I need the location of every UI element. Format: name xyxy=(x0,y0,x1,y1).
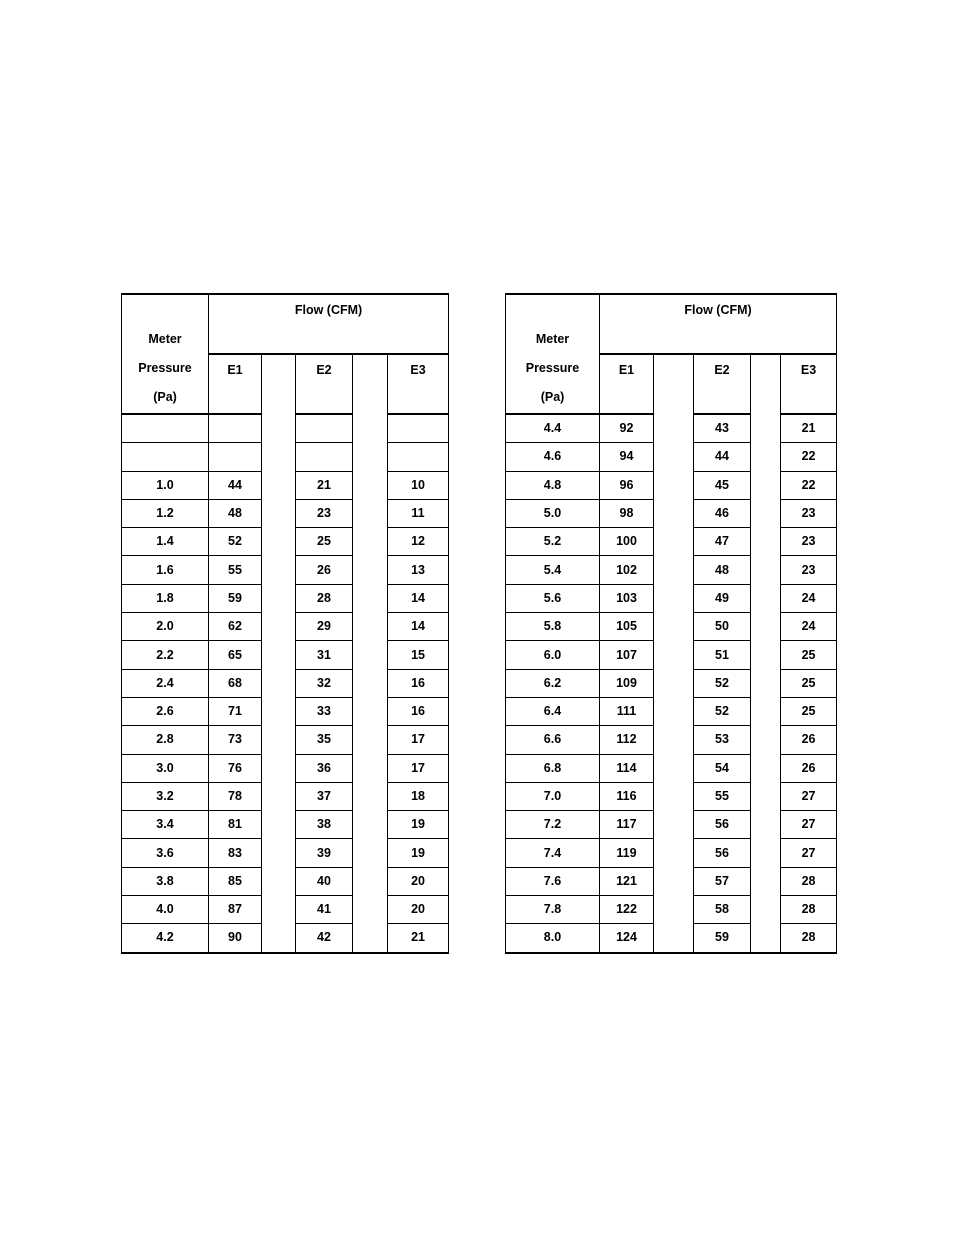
e1-flow-cell: 116 xyxy=(600,782,654,810)
e1-flow-cell: 112 xyxy=(600,726,654,754)
e2-flow-cell: 21 xyxy=(296,471,353,499)
column-header-e1: E1 xyxy=(600,354,654,414)
e1-flow-cell: 55 xyxy=(209,556,262,584)
table-row xyxy=(506,669,837,697)
table-body xyxy=(506,294,837,953)
e1-flow-cell: 44 xyxy=(209,471,262,499)
column-gap xyxy=(654,443,694,471)
e3-flow-cell: 23 xyxy=(781,499,837,527)
table-row xyxy=(506,499,837,527)
e2-flow-cell: 59 xyxy=(694,924,751,953)
e1-flow-cell: 100 xyxy=(600,528,654,556)
meter-pressure-cell xyxy=(122,443,209,471)
column-gap xyxy=(654,697,694,725)
meter-pressure-cell: 2.2 xyxy=(122,641,209,669)
e3-flow-cell: 16 xyxy=(388,669,449,697)
meter-pressure-cell: 4.8 xyxy=(506,471,600,499)
column-gap xyxy=(751,839,781,867)
e2-flow-cell: 35 xyxy=(296,726,353,754)
table-row xyxy=(122,443,449,471)
meter-pressure-cell: 1.0 xyxy=(122,471,209,499)
meter-pressure-cell: 4.4 xyxy=(506,414,600,443)
meter-header-line: Meter xyxy=(148,332,182,346)
e3-flow-cell: 19 xyxy=(388,839,449,867)
meter-pressure-cell: 7.6 xyxy=(506,867,600,895)
e1-flow-cell: 87 xyxy=(209,896,262,924)
column-gap xyxy=(654,499,694,527)
e1-flow-cell: 94 xyxy=(600,443,654,471)
e1-flow-cell: 90 xyxy=(209,924,262,953)
column-gap xyxy=(751,641,781,669)
e2-flow-cell: 50 xyxy=(694,613,751,641)
e1-flow-cell: 48 xyxy=(209,499,262,527)
column-gap xyxy=(353,924,388,953)
column-gap xyxy=(262,354,296,414)
e1-flow-cell: 103 xyxy=(600,584,654,612)
e1-flow-cell: 121 xyxy=(600,867,654,895)
column-gap xyxy=(654,528,694,556)
table-row xyxy=(506,811,837,839)
e3-flow-cell: 16 xyxy=(388,697,449,725)
column-gap xyxy=(751,471,781,499)
e1-flow-cell: 109 xyxy=(600,669,654,697)
table-row xyxy=(122,414,449,443)
column-gap xyxy=(262,782,296,810)
meter-pressure-cell: 6.0 xyxy=(506,641,600,669)
column-gap xyxy=(262,896,296,924)
e2-flow-cell: 56 xyxy=(694,839,751,867)
e3-flow-cell: 10 xyxy=(388,471,449,499)
table-body xyxy=(122,294,449,953)
table-row xyxy=(122,697,449,725)
meter-header-line: (Pa) xyxy=(153,390,177,404)
meter-pressure-cell: 2.4 xyxy=(122,669,209,697)
table-row xyxy=(506,867,837,895)
meter-pressure-cell: 7.8 xyxy=(506,896,600,924)
e2-flow-cell: 56 xyxy=(694,811,751,839)
meter-pressure-cell: 3.8 xyxy=(122,867,209,895)
e3-flow-cell: 27 xyxy=(781,782,837,810)
e2-flow-cell: 33 xyxy=(296,697,353,725)
e2-flow-cell: 38 xyxy=(296,811,353,839)
meter-pressure-cell: 4.0 xyxy=(122,896,209,924)
e3-flow-cell: 25 xyxy=(781,641,837,669)
e3-flow-cell: 22 xyxy=(781,471,837,499)
meter-header-line: Pressure xyxy=(525,361,580,375)
e3-flow-cell: 11 xyxy=(388,499,449,527)
e3-flow-cell: 14 xyxy=(388,613,449,641)
table-row xyxy=(122,726,449,754)
column-gap xyxy=(751,556,781,584)
column-gap xyxy=(751,754,781,782)
column-gap xyxy=(262,669,296,697)
e2-flow-cell: 42 xyxy=(296,924,353,953)
column-gap xyxy=(751,782,781,810)
column-gap xyxy=(262,613,296,641)
e3-flow-cell: 24 xyxy=(781,613,837,641)
e2-flow-cell: 26 xyxy=(296,556,353,584)
flow-table-left xyxy=(121,293,449,954)
meter-pressure-cell: 6.4 xyxy=(506,697,600,725)
meter-header-line: Meter xyxy=(535,332,570,346)
column-gap xyxy=(654,414,694,443)
table-row xyxy=(122,499,449,527)
e1-flow-cell: 122 xyxy=(600,896,654,924)
e2-flow-cell: 23 xyxy=(296,499,353,527)
e1-flow-cell: 117 xyxy=(600,811,654,839)
column-header-e1: E1 xyxy=(209,354,262,414)
e3-flow-cell: 20 xyxy=(388,896,449,924)
e3-flow-cell: 25 xyxy=(781,697,837,725)
column-gap xyxy=(751,354,781,414)
e3-flow-cell: 21 xyxy=(388,924,449,953)
e1-flow-cell: 62 xyxy=(209,613,262,641)
e2-flow-cell: 39 xyxy=(296,839,353,867)
e3-flow-cell: 25 xyxy=(781,669,837,697)
column-header-e3: E3 xyxy=(781,354,837,414)
meter-pressure-cell: 4.6 xyxy=(506,443,600,471)
meter-pressure-cell: 5.0 xyxy=(506,499,600,527)
e3-flow-cell: 28 xyxy=(781,924,837,953)
table-row xyxy=(506,528,837,556)
e3-flow-cell: 17 xyxy=(388,726,449,754)
e2-flow-cell: 53 xyxy=(694,726,751,754)
column-gap xyxy=(262,499,296,527)
table-row xyxy=(122,754,449,782)
e2-flow-cell xyxy=(296,443,353,471)
column-gap xyxy=(262,556,296,584)
meter-pressure-cell: 7.4 xyxy=(506,839,600,867)
table-row xyxy=(506,613,837,641)
flow-cfm-header: Flow (CFM) xyxy=(209,294,449,354)
meter-pressure-cell: 1.4 xyxy=(122,528,209,556)
meter-pressure-cell: 1.6 xyxy=(122,556,209,584)
column-gap xyxy=(654,811,694,839)
column-gap xyxy=(262,697,296,725)
e3-flow-cell: 21 xyxy=(781,414,837,443)
flow-table-right xyxy=(505,293,837,954)
column-gap xyxy=(353,754,388,782)
e2-flow-cell: 47 xyxy=(694,528,751,556)
column-gap xyxy=(262,924,296,953)
e2-flow-cell: 29 xyxy=(296,613,353,641)
e2-flow-cell: 31 xyxy=(296,641,353,669)
e3-flow-cell: 24 xyxy=(781,584,837,612)
e1-flow-cell: 114 xyxy=(600,754,654,782)
column-gap xyxy=(751,867,781,895)
column-gap xyxy=(353,641,388,669)
table-row xyxy=(122,584,449,612)
e3-flow-cell: 14 xyxy=(388,584,449,612)
column-gap xyxy=(654,584,694,612)
e2-flow-cell: 32 xyxy=(296,669,353,697)
e3-flow-cell: 28 xyxy=(781,896,837,924)
e2-flow-cell xyxy=(296,414,353,443)
e3-flow-cell: 23 xyxy=(781,556,837,584)
e1-flow-cell: 59 xyxy=(209,584,262,612)
e1-flow-cell: 81 xyxy=(209,811,262,839)
meter-pressure-cell: 1.2 xyxy=(122,499,209,527)
e2-flow-cell: 40 xyxy=(296,867,353,895)
meter-pressure-cell: 6.8 xyxy=(506,754,600,782)
e1-flow-cell: 73 xyxy=(209,726,262,754)
column-gap xyxy=(751,924,781,953)
e3-flow-cell: 26 xyxy=(781,754,837,782)
e1-flow-cell: 68 xyxy=(209,669,262,697)
table-row xyxy=(506,839,837,867)
column-gap xyxy=(353,726,388,754)
e1-flow-cell: 119 xyxy=(600,839,654,867)
column-header-e2: E2 xyxy=(296,354,353,414)
table-row xyxy=(506,471,837,499)
table-row xyxy=(122,613,449,641)
table-row xyxy=(506,697,837,725)
e1-flow-cell: 65 xyxy=(209,641,262,669)
e3-flow-cell: 27 xyxy=(781,839,837,867)
e3-flow-cell xyxy=(388,443,449,471)
meter-pressure-cell: 2.8 xyxy=(122,726,209,754)
column-gap xyxy=(353,354,388,414)
e1-flow-cell: 78 xyxy=(209,782,262,810)
e2-flow-cell: 58 xyxy=(694,896,751,924)
table-row xyxy=(506,556,837,584)
column-gap xyxy=(262,867,296,895)
table-row xyxy=(122,867,449,895)
column-gap xyxy=(262,471,296,499)
column-gap xyxy=(751,443,781,471)
e3-flow-cell: 13 xyxy=(388,556,449,584)
e3-flow-cell: 18 xyxy=(388,782,449,810)
meter-pressure-cell: 1.8 xyxy=(122,584,209,612)
table-row xyxy=(506,782,837,810)
column-gap xyxy=(654,924,694,953)
column-gap xyxy=(353,556,388,584)
meter-pressure-cell: 6.2 xyxy=(506,669,600,697)
e1-flow-cell: 76 xyxy=(209,754,262,782)
column-gap xyxy=(353,499,388,527)
column-gap xyxy=(262,811,296,839)
column-gap xyxy=(654,669,694,697)
meter-pressure-cell: 4.2 xyxy=(122,924,209,953)
column-gap xyxy=(751,528,781,556)
e3-flow-cell: 15 xyxy=(388,641,449,669)
table-row xyxy=(122,782,449,810)
column-gap xyxy=(353,669,388,697)
flow-cfm-header: Flow (CFM) xyxy=(600,294,837,354)
column-gap xyxy=(654,641,694,669)
e1-flow-cell: 96 xyxy=(600,471,654,499)
meter-pressure-cell xyxy=(122,414,209,443)
column-gap xyxy=(654,726,694,754)
column-gap xyxy=(654,896,694,924)
e2-flow-cell: 37 xyxy=(296,782,353,810)
column-header-e3: E3 xyxy=(388,354,449,414)
column-gap xyxy=(654,754,694,782)
column-gap xyxy=(751,896,781,924)
e3-flow-cell: 12 xyxy=(388,528,449,556)
column-gap xyxy=(751,584,781,612)
column-gap xyxy=(751,697,781,725)
column-gap xyxy=(751,499,781,527)
table-row xyxy=(122,556,449,584)
column-gap xyxy=(751,669,781,697)
meter-pressure-cell: 6.6 xyxy=(506,726,600,754)
column-gap xyxy=(262,754,296,782)
column-gap xyxy=(262,528,296,556)
e1-flow-cell: 98 xyxy=(600,499,654,527)
table-row xyxy=(122,811,449,839)
column-gap xyxy=(262,641,296,669)
column-gap xyxy=(353,896,388,924)
column-gap xyxy=(751,414,781,443)
e2-flow-cell: 52 xyxy=(694,669,751,697)
e1-flow-cell: 102 xyxy=(600,556,654,584)
e3-flow-cell: 17 xyxy=(388,754,449,782)
meter-pressure-cell: 2.6 xyxy=(122,697,209,725)
meter-pressure-cell: 3.0 xyxy=(122,754,209,782)
e2-flow-cell: 36 xyxy=(296,754,353,782)
meter-pressure-header xyxy=(506,294,600,414)
e3-flow-cell: 26 xyxy=(781,726,837,754)
meter-pressure-cell: 3.4 xyxy=(122,811,209,839)
column-gap xyxy=(751,811,781,839)
e3-flow-cell: 22 xyxy=(781,443,837,471)
e2-flow-cell: 54 xyxy=(694,754,751,782)
table-row xyxy=(122,641,449,669)
table-row xyxy=(506,414,837,443)
column-gap xyxy=(353,584,388,612)
table-row xyxy=(122,471,449,499)
column-gap xyxy=(353,528,388,556)
meter-pressure-cell: 7.0 xyxy=(506,782,600,810)
table-row xyxy=(506,443,837,471)
column-gap xyxy=(353,782,388,810)
e2-flow-cell: 55 xyxy=(694,782,751,810)
column-gap xyxy=(262,443,296,471)
meter-pressure-cell: 5.4 xyxy=(506,556,600,584)
e2-flow-cell: 46 xyxy=(694,499,751,527)
table-row xyxy=(122,528,449,556)
column-gap xyxy=(654,556,694,584)
table-row xyxy=(506,896,837,924)
e2-flow-cell: 43 xyxy=(694,414,751,443)
e2-flow-cell: 48 xyxy=(694,556,751,584)
column-gap xyxy=(353,414,388,443)
e1-flow-cell xyxy=(209,414,262,443)
column-gap xyxy=(654,782,694,810)
table-row xyxy=(506,641,837,669)
table-row xyxy=(122,839,449,867)
e1-flow-cell: 111 xyxy=(600,697,654,725)
meter-pressure-cell: 7.2 xyxy=(506,811,600,839)
meter-header-line: (Pa) xyxy=(540,390,565,404)
table-row xyxy=(122,669,449,697)
meter-pressure-header xyxy=(122,294,209,414)
table-row xyxy=(122,924,449,953)
e1-flow-cell: 52 xyxy=(209,528,262,556)
meter-pressure-cell: 8.0 xyxy=(506,924,600,953)
e1-flow-cell: 85 xyxy=(209,867,262,895)
e2-flow-cell: 45 xyxy=(694,471,751,499)
e3-flow-cell xyxy=(388,414,449,443)
e1-flow-cell: 71 xyxy=(209,697,262,725)
e2-flow-cell: 28 xyxy=(296,584,353,612)
meter-pressure-cell: 5.8 xyxy=(506,613,600,641)
table-row xyxy=(506,584,837,612)
meter-header-line: Pressure xyxy=(138,361,192,375)
meter-pressure-cell: 3.6 xyxy=(122,839,209,867)
e2-flow-cell: 44 xyxy=(694,443,751,471)
table-row xyxy=(122,896,449,924)
e1-flow-cell: 92 xyxy=(600,414,654,443)
column-gap xyxy=(353,471,388,499)
e2-flow-cell: 57 xyxy=(694,867,751,895)
e2-flow-cell: 41 xyxy=(296,896,353,924)
column-gap xyxy=(262,839,296,867)
e3-flow-cell: 19 xyxy=(388,811,449,839)
meter-pressure-cell: 5.2 xyxy=(506,528,600,556)
e1-flow-cell: 124 xyxy=(600,924,654,953)
e3-flow-cell: 28 xyxy=(781,867,837,895)
e1-flow-cell: 83 xyxy=(209,839,262,867)
column-gap xyxy=(654,867,694,895)
e3-flow-cell: 27 xyxy=(781,811,837,839)
e2-flow-cell: 52 xyxy=(694,697,751,725)
e2-flow-cell: 25 xyxy=(296,528,353,556)
column-gap xyxy=(262,726,296,754)
meter-pressure-cell: 2.0 xyxy=(122,613,209,641)
e2-flow-cell: 51 xyxy=(694,641,751,669)
column-gap xyxy=(353,443,388,471)
e2-flow-cell: 49 xyxy=(694,584,751,612)
table-row xyxy=(506,754,837,782)
column-gap xyxy=(262,414,296,443)
column-gap xyxy=(654,354,694,414)
table-row xyxy=(506,924,837,953)
column-gap xyxy=(353,613,388,641)
column-header-e2: E2 xyxy=(694,354,751,414)
table-row xyxy=(506,726,837,754)
column-gap xyxy=(751,613,781,641)
e3-flow-cell: 23 xyxy=(781,528,837,556)
meter-pressure-cell: 3.2 xyxy=(122,782,209,810)
e1-flow-cell xyxy=(209,443,262,471)
column-gap xyxy=(654,471,694,499)
column-gap xyxy=(353,697,388,725)
e3-flow-cell: 20 xyxy=(388,867,449,895)
column-gap xyxy=(751,726,781,754)
meter-pressure-cell: 5.6 xyxy=(506,584,600,612)
column-gap xyxy=(353,811,388,839)
e1-flow-cell: 105 xyxy=(600,613,654,641)
column-gap xyxy=(654,839,694,867)
column-gap xyxy=(353,839,388,867)
column-gap xyxy=(654,613,694,641)
column-gap xyxy=(353,867,388,895)
e1-flow-cell: 107 xyxy=(600,641,654,669)
column-gap xyxy=(262,584,296,612)
